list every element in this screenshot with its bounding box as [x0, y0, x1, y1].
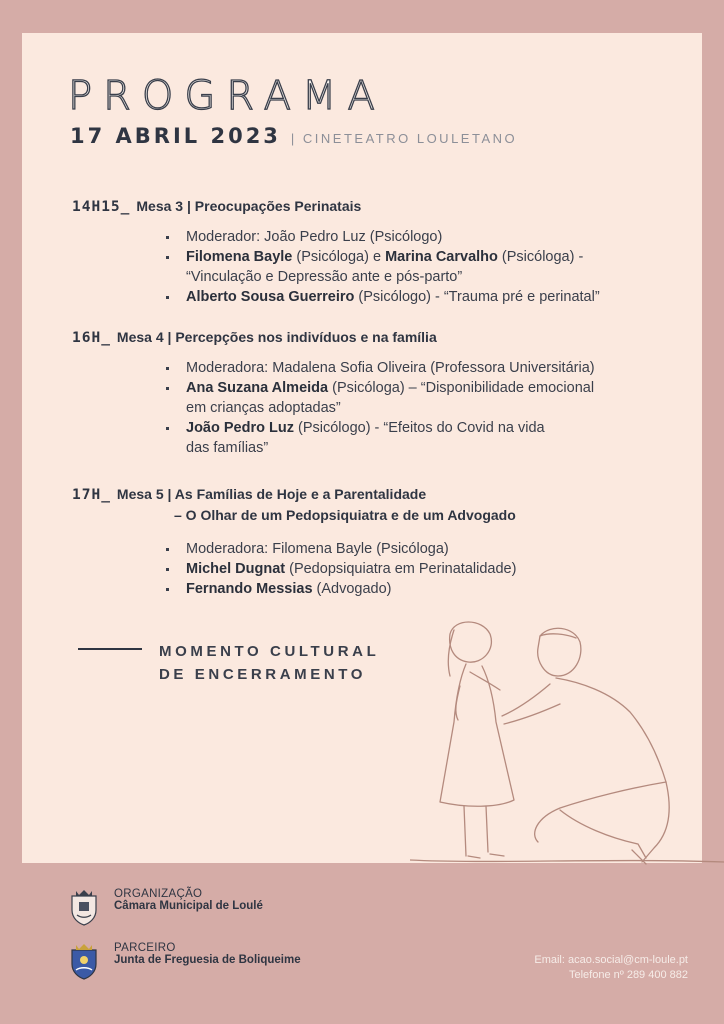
speaker-list: [72, 227, 656, 307]
list-item: [72, 247, 656, 287]
man-back: [556, 678, 666, 782]
talk-title: das famílias”: [186, 440, 269, 456]
child-leg: [464, 806, 480, 858]
man-back-leg: [642, 782, 669, 862]
item-text: (Psicólogo) - “Efeitos do Covid na vida: [293, 420, 545, 436]
father-child-illustration: [410, 612, 724, 882]
organization-name: Câmara Municipal de Loulé: [114, 900, 263, 912]
partner-name: Junta de Freguesia de Boliqueime: [114, 954, 301, 966]
list-item: [72, 227, 656, 247]
session-time: 17H_: [72, 487, 111, 503]
item-text: (Psicóloga) e: [292, 249, 386, 265]
speaker-name: Filomena Bayle: [186, 249, 293, 265]
boliqueime-crest-icon: [68, 942, 100, 980]
session-title: Mesa 5 | As Famílias de Hoje e a Parentalidade: [116, 486, 427, 502]
organization-text: [114, 888, 263, 912]
ground-line: [410, 860, 724, 862]
list-item: [72, 539, 656, 559]
man-arm-inner: [504, 704, 560, 724]
speaker-name: Alberto Sousa Guerreiro: [186, 289, 355, 305]
item-text: (Pedopsiquiatra em Perinatalidade): [285, 561, 517, 577]
child-leg: [486, 806, 504, 856]
partner-block: [68, 942, 301, 966]
session-mesa-4: [72, 329, 656, 458]
item-text: Moderadora: Madalena Sofia Oliveira (Professora Universitária): [186, 360, 595, 376]
item-text: (Psicóloga) – “Disponibilidade emocional: [328, 380, 595, 396]
list-item: [72, 559, 656, 579]
item-text: Moderadora: Filomena Bayle (Psicóloga): [186, 541, 449, 557]
list-item: [72, 579, 656, 599]
contact-email[interactable]: Email: acao.social@cm-loule.pt: [534, 954, 688, 966]
talk-title: em crianças adoptadas”: [186, 400, 341, 416]
organization-block: [68, 888, 263, 912]
session-heading: [72, 486, 656, 503]
cultural-text: [159, 640, 379, 686]
partner-label: PARCEIRO: [114, 942, 176, 954]
man-hair: [540, 634, 576, 638]
list-item: [72, 418, 656, 458]
list-item: [72, 358, 656, 378]
session-title: Mesa 3 | Preocupações Perinatais: [136, 198, 362, 214]
list-item: [72, 378, 656, 418]
speaker-name: João Pedro Luz: [186, 420, 294, 436]
session-heading: [72, 198, 656, 215]
partner-text: [114, 942, 301, 966]
contact-phone[interactable]: Telefone nº 289 400 882: [568, 969, 688, 981]
session-heading: [72, 329, 656, 346]
talk-title: “Vinculação e Depressão ante e pós-parto”: [186, 269, 463, 285]
date-line: [70, 124, 517, 148]
speaker-list: [72, 358, 656, 458]
session-subtitle: – O Olhar de um Pedopsiquiatra e de um Advogado: [174, 507, 516, 523]
item-text: (Psicólogo) - “Trauma pré e perinatal”: [354, 289, 600, 305]
speaker-name: Michel Dugnat: [186, 561, 286, 577]
cultural-line: DE ENCERRAMENTO: [159, 666, 367, 683]
speaker-name: Ana Suzana Almeida: [186, 380, 329, 396]
child-head: [450, 622, 492, 662]
contact-info: [534, 953, 688, 983]
speaker-name: Marina Carvalho: [385, 249, 498, 265]
event-venue: | CINETEATRO LOULETANO: [290, 131, 518, 146]
session-mesa-3: [72, 198, 656, 307]
item-text: (Psicóloga) -: [497, 249, 584, 265]
session-title: Mesa 4 | Percepções nos indivíduos e na família: [116, 329, 437, 345]
speaker-list: [72, 539, 656, 599]
session-time: 14H15_: [72, 199, 131, 215]
loule-crest-icon: [68, 888, 100, 926]
organization-label: ORGANIZAÇÃO: [114, 888, 203, 900]
speaker-name: Fernando Messias: [186, 581, 313, 597]
item-text: (Advogado): [312, 581, 392, 597]
child-arm: [470, 672, 500, 690]
list-item: [72, 287, 656, 307]
cultural-closing: [78, 640, 379, 686]
divider: [78, 648, 142, 650]
event-date: 17 ABRIL 2023: [70, 124, 281, 148]
man-head: [538, 628, 581, 676]
session-mesa-5: [72, 486, 656, 599]
man-foot: [632, 850, 646, 864]
session-time: 16H_: [72, 330, 111, 346]
page-title: PROGRAMA: [68, 73, 386, 119]
item-text: Moderador: João Pedro Luz (Psicólogo): [186, 229, 443, 245]
cultural-line: MOMENTO CULTURAL: [159, 643, 380, 660]
child-dress: [440, 664, 514, 806]
